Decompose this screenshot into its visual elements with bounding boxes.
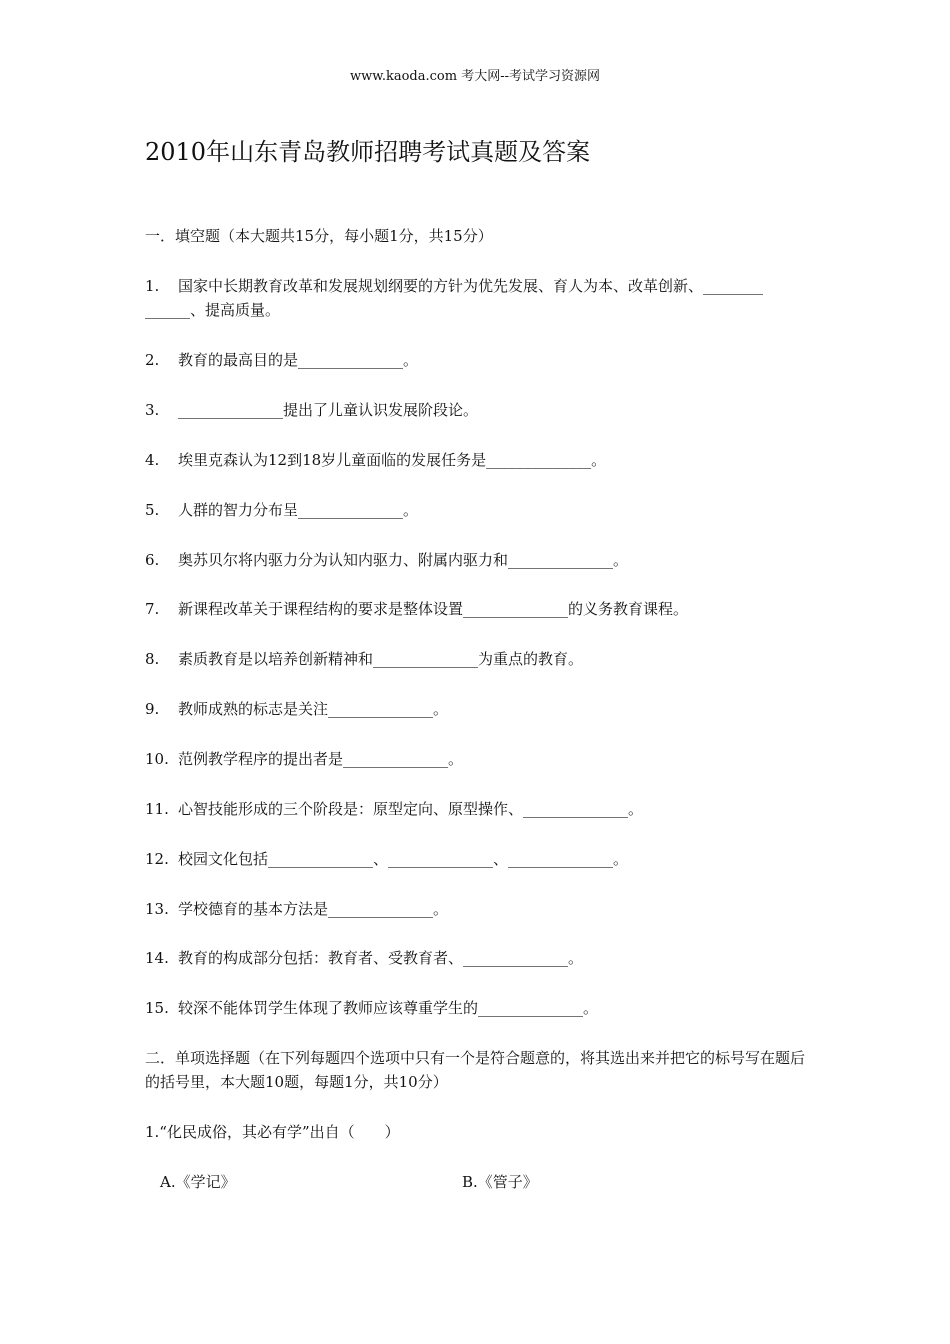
fill-question-9 xyxy=(145,697,815,721)
fill-question-10 xyxy=(145,747,815,771)
fill-question-15 xyxy=(145,996,815,1020)
question-number: 6. xyxy=(145,551,160,569)
site-header: www.kaoda.com 考大网--考试学习资源网 xyxy=(350,69,600,84)
fill-question-1 xyxy=(145,274,815,298)
question-number: 12. xyxy=(145,850,169,868)
question-text: 学校德育的基本方法是______________。 xyxy=(178,900,449,918)
question-number: 9. xyxy=(145,700,160,718)
fill-question-4 xyxy=(145,448,815,472)
fill-question-3 xyxy=(145,398,815,422)
question-number: 1. xyxy=(145,277,160,295)
fill-question-6 xyxy=(145,548,815,572)
question-text: 教师成熟的标志是关注______________。 xyxy=(178,700,449,718)
section2-heading: 二．单项选择题（在下列每题四个选项中只有一个是符合题意的，将其选出来并把它的标号写在题后的括号里，本大题10题，每题1分，共10分） xyxy=(145,1049,806,1091)
question-number: 15. xyxy=(145,999,169,1017)
question-text: 心智技能形成的三个阶段是：原型定向、原型操作、______________。 xyxy=(178,800,644,818)
question-text: 奥苏贝尔将内驱力分为认知内驱力、附属内驱力和______________。 xyxy=(178,551,629,569)
question-number: 14. xyxy=(145,949,169,967)
question-text: 埃里克森认为12到18岁儿童面临的发展任务是______________。 xyxy=(178,451,607,469)
question-number: 2. xyxy=(145,351,160,369)
question-number: 10. xyxy=(145,750,169,768)
question-number: 7. xyxy=(145,600,160,618)
fill-question-14 xyxy=(145,946,815,970)
question-number: 5. xyxy=(145,501,160,519)
question-text: 范例教学程序的提出者是______________。 xyxy=(178,750,464,768)
question-number: 4. xyxy=(145,451,160,469)
question-text: 人群的智力分布呈______________。 xyxy=(178,501,419,519)
question-text: ______________提出了儿童认识发展阶段论。 xyxy=(178,401,479,419)
question-text: 教育的构成部分包括：教育者、受教育者、______________。 xyxy=(178,949,584,967)
fill-question-11 xyxy=(145,797,815,821)
question-number: 13. xyxy=(145,900,169,918)
fill-question-7 xyxy=(145,597,815,621)
question-text: 教育的最高目的是______________。 xyxy=(178,351,419,369)
question-text: 国家中长期教育改革和发展规划纲要的方针为优先发展、育人为本、改革创新、________ xyxy=(178,277,764,295)
choice-question-1: 1.“化民成俗，其必有学”出自（ ） xyxy=(145,1123,400,1141)
fill-question-12 xyxy=(145,847,815,871)
question-text: 素质教育是以培养创新精神和______________为重点的教育。 xyxy=(178,650,584,668)
question-number: 11. xyxy=(145,800,169,818)
option-b: B.《管子》 xyxy=(462,1173,538,1191)
section1-heading: 一．填空题（本大题共15分，每小题1分，共15分） xyxy=(145,227,493,245)
question-number: 3. xyxy=(145,401,160,419)
fill-question-1-continuation: ______、提高质量。 xyxy=(145,301,281,319)
question-number: 8. xyxy=(145,650,160,668)
question-text: 新课程改革关于课程结构的要求是整体设置______________的义务教育课程。 xyxy=(178,600,689,618)
question-text: 校园文化包括______________、______________、______________。 xyxy=(178,850,629,868)
fill-question-13 xyxy=(145,897,815,921)
document-title: 2010年山东青岛教师招聘考试真题及答案 xyxy=(145,138,591,166)
question-text: 较深不能体罚学生体现了教师应该尊重学生的______________。 xyxy=(178,999,599,1017)
fill-question-2 xyxy=(145,348,815,372)
fill-question-8 xyxy=(145,647,815,671)
option-a: A.《学记》 xyxy=(160,1173,236,1191)
fill-question-5 xyxy=(145,498,815,522)
